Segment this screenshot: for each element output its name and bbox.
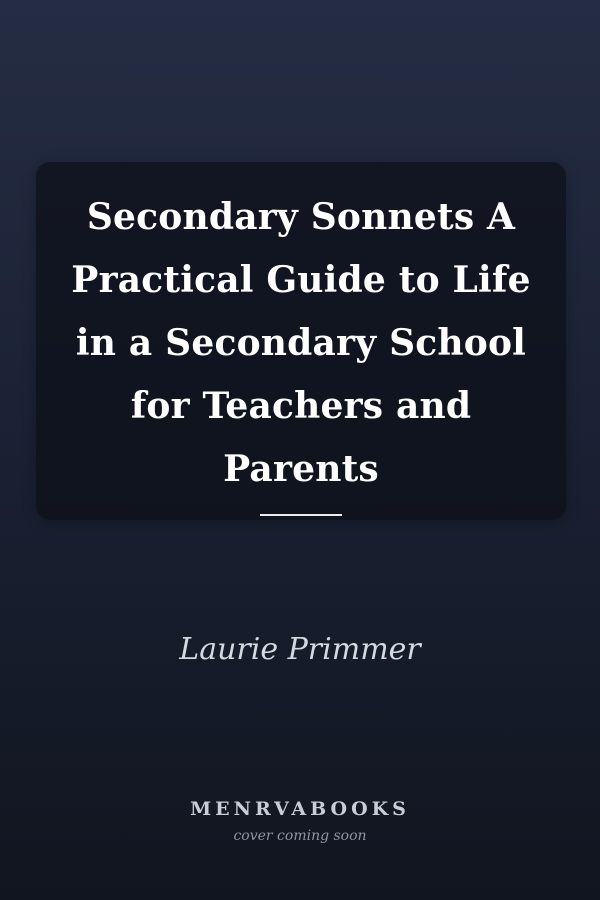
cover-status-text: cover coming soon [233,828,367,844]
publisher-name: MENRVABOOKS [190,798,410,820]
title-divider [260,514,342,516]
author-name: Laurie Primmer [179,632,421,667]
book-title: Secondary Sonnets A Practical Guide to Life in a Secondary School for Teachers and Parents [71,196,531,490]
title-panel [36,162,566,520]
